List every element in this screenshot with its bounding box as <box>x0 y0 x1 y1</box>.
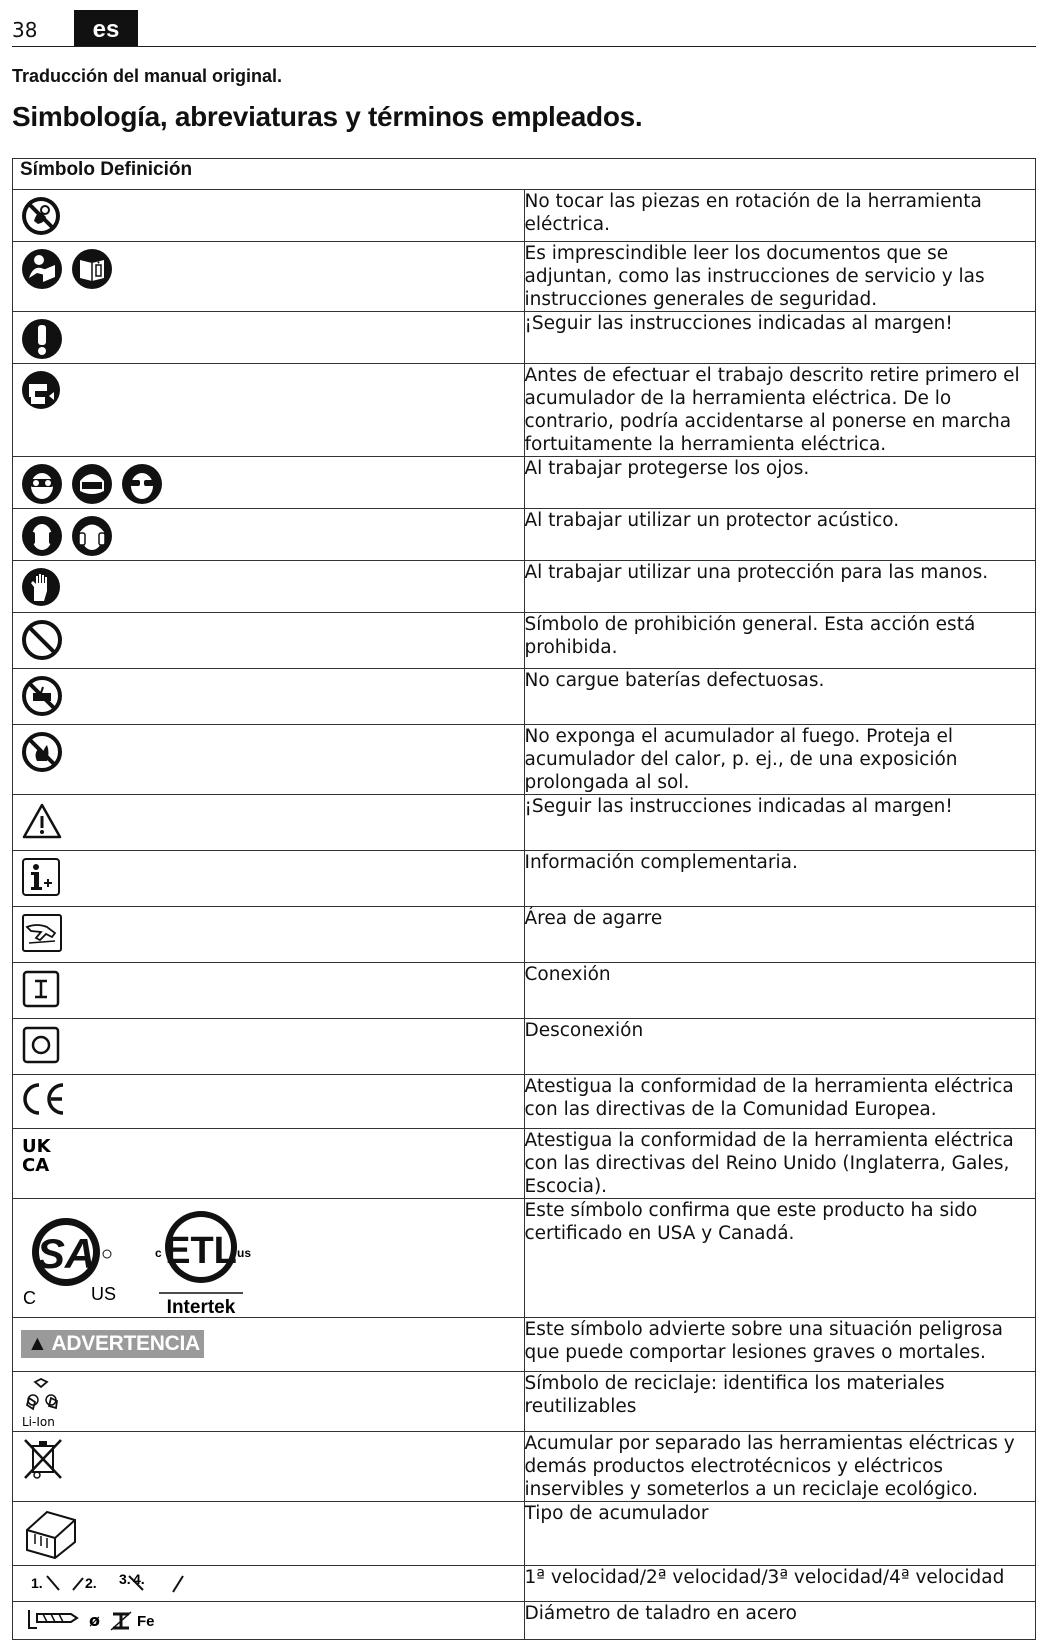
svg-text:1.: 1. <box>31 1575 43 1591</box>
svg-text:UK: UK <box>22 1136 51 1157</box>
subtitle: Traducción del manual original. <box>12 66 283 86</box>
svg-text:c: c <box>155 1246 162 1260</box>
table-row <box>13 242 1036 312</box>
svg-text:C: C <box>23 1288 36 1308</box>
earmuff-icon <box>71 515 113 557</box>
svg-text:ETL: ETL <box>165 1230 237 1272</box>
no-touch-rotating-parts-icon <box>21 196 61 236</box>
definition-text: Símbolo de reciclaje: identifica los materiales reutilizables <box>524 1372 1036 1432</box>
table-row <box>13 1129 1036 1199</box>
svg-text:Li-Ion: Li-Ion <box>22 1415 55 1428</box>
page-number: 38 <box>12 18 38 42</box>
definition-text: Al trabajar utilizar un protector acústico. <box>524 509 1036 561</box>
table-row <box>13 725 1036 795</box>
page-header <box>12 8 1036 47</box>
svg-text:SA: SA <box>36 1230 96 1277</box>
grip-area-icon <box>21 913 63 953</box>
csa-mark-icon <box>21 1216 121 1308</box>
table-row <box>13 795 1036 851</box>
safety-glasses-icon <box>121 463 163 505</box>
definition-text: 1ª velocidad/2ª velocidad/3ª velocidad/4ª velocidad <box>524 1566 1036 1602</box>
table-row <box>13 561 1036 613</box>
table-row <box>13 457 1036 509</box>
drill-steel-diameter-icon <box>21 1606 171 1634</box>
table-row <box>13 1075 1036 1129</box>
definition-text: Atestigua la conformidad de la herramienta eléctrica con las directivas del Reino Unido (Inglaterra, Gales, Escocia). <box>524 1129 1036 1199</box>
ear-protection-icon <box>21 515 63 557</box>
svg-text:4.: 4. <box>133 1571 145 1587</box>
definition-text: ¡Seguir las instrucciones indicadas al margen! <box>524 795 1036 851</box>
definition-text: No cargue baterías defectuosas. <box>524 669 1036 725</box>
definition-text: Diámetro de taladro en acero <box>524 1602 1036 1640</box>
info-plus-icon <box>21 857 61 897</box>
table-row <box>13 669 1036 725</box>
recycle-li-ion-icon <box>21 1376 65 1428</box>
table-row <box>13 613 1036 669</box>
goggles-icon <box>21 463 63 505</box>
svg-text:2.: 2. <box>85 1575 97 1591</box>
remove-battery-icon <box>21 370 61 410</box>
table-row <box>13 190 1036 242</box>
prohibition-icon <box>21 619 63 661</box>
definition-text: Este símbolo advierte sobre una situación peligrosa que puede comportar lesiones graves o mortales. <box>524 1318 1036 1372</box>
battery-pack-icon <box>21 1506 81 1562</box>
symbol-table <box>12 158 1036 1640</box>
face-shield-icon <box>71 463 113 505</box>
svg-text:us: us <box>237 1246 251 1260</box>
definition-text: Es imprescindible leer los documentos que se adjuntan, como las instrucciones de servicio y las instrucciones generales de seguridad. <box>524 242 1036 312</box>
definition-text: Al trabajar protegerse los ojos. <box>524 457 1036 509</box>
speed-gears-icon <box>21 1570 191 1596</box>
svg-text:3.: 3. <box>119 1571 131 1587</box>
no-charge-defective-battery-icon <box>21 675 63 717</box>
page-title: Simbología, abreviaturas y términos empleados. <box>12 101 643 132</box>
table-header: Símbolo Definición <box>13 159 1036 190</box>
table-row <box>13 312 1036 364</box>
definition-text: Desconexión <box>524 1019 1036 1075</box>
table-row <box>13 1318 1036 1372</box>
power-off-icon <box>21 1025 61 1065</box>
table-row <box>13 963 1036 1019</box>
etl-mark-icon <box>151 1207 251 1317</box>
warning-label-text: ADVERTENCIA <box>51 1332 200 1355</box>
table-row <box>13 509 1036 561</box>
table-row <box>13 1019 1036 1075</box>
definition-text: Antes de efectuar el trabajo descrito retire primero el acumulador de la herramienta eléctrica. De lo contrario, podría accidentarse al ponerse en marcha fortuitamente la herramienta eléctrica. <box>524 364 1036 457</box>
definition-text: No exponga el acumulador al fuego. Proteja el acumulador del calor, p. ej., de una exposición prolongada al sol. <box>524 725 1036 795</box>
definition-text: Tipo de acumulador <box>524 1502 1036 1566</box>
ce-mark-icon <box>21 1081 67 1117</box>
svg-text:CA: CA <box>22 1155 50 1175</box>
table-row <box>13 1502 1036 1566</box>
table-row <box>13 851 1036 907</box>
crossed-bin-icon <box>21 1436 65 1480</box>
table-row <box>13 907 1036 963</box>
table-row <box>13 364 1036 457</box>
definition-text: Área de agarre <box>524 907 1036 963</box>
language-tab: es <box>74 10 138 46</box>
ukca-mark-icon <box>21 1135 61 1175</box>
glove-icon <box>21 567 61 607</box>
read-documents-icon <box>21 248 63 290</box>
definition-text: ¡Seguir las instrucciones indicadas al margen! <box>524 312 1036 364</box>
table-row <box>13 1199 1036 1318</box>
definition-text: Conexión <box>524 963 1036 1019</box>
table-row <box>13 1566 1036 1602</box>
table-row <box>13 1432 1036 1502</box>
definition-text: No tocar las piezas en rotación de la herramienta eléctrica. <box>524 190 1036 242</box>
power-on-icon <box>21 969 61 1009</box>
definition-text: Acumular por separado las herramientas eléctricas y demás productos electrotécnicos y eléctricos inservibles y someterlos a un reciclaje ecológico. <box>524 1432 1036 1502</box>
table-row <box>13 1602 1036 1640</box>
svg-text:US: US <box>91 1284 117 1304</box>
no-fire-battery-icon <box>21 731 63 773</box>
table-header-row <box>13 159 1036 190</box>
definition-text: Símbolo de prohibición general. Esta acción está prohibida. <box>524 613 1036 669</box>
definition-text: Atestigua la conformidad de la herramienta eléctrica con las directivas de la Comunidad Europea. <box>524 1075 1036 1129</box>
exclamation-icon <box>21 318 63 360</box>
definition-text: Información complementaria. <box>524 851 1036 907</box>
warning-label-icon: ▲ ADVERTENCIA <box>21 1330 204 1358</box>
definition-text: Al trabajar utilizar una protección para las manos. <box>524 561 1036 613</box>
manual-info-icon <box>71 248 113 290</box>
svg-text:ø: ø <box>89 1611 100 1630</box>
svg-text:Fe: Fe <box>137 1613 155 1630</box>
table-row <box>13 1372 1036 1432</box>
svg-text:Intertek: Intertek <box>166 1297 236 1317</box>
warning-triangle-icon <box>21 801 63 841</box>
definition-text: Este símbolo confirma que este producto ha sido certificado en USA y Canadá. <box>524 1199 1036 1318</box>
